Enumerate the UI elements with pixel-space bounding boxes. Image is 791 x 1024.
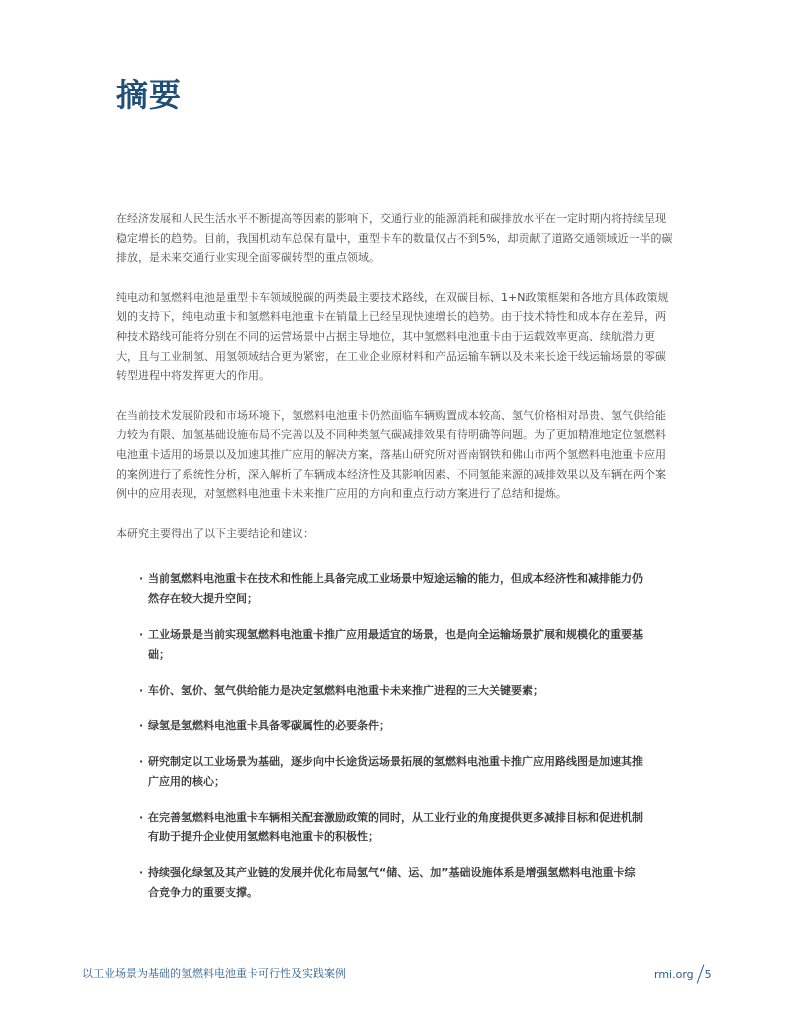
page-number: 5 <box>704 967 712 981</box>
conclusions-intro: 本研究主要得出了以下主要结论和建议： <box>116 526 314 540</box>
bullet-dot-icon: · <box>139 719 144 733</box>
list-item-text: 车价、氢价、氢气供给能力是决定氢燃料电池重卡未来推广进程的三大关键要素； <box>148 683 544 697</box>
list-item <box>116 716 646 736</box>
footer-report-title: 以工业场景为基础的氢燃料电池重卡可行性及实践案例 <box>82 967 346 980</box>
list-item <box>116 863 646 903</box>
main-content <box>116 209 676 919</box>
paragraph: 在当前技术发展阶段和市场环境下，氢燃料电池重卡仍然面临车辆购置成本较高、氢气价格相对昂贵、氢气供给能力较为有限、加氢基础设施布局不完善以及不同种类氢气碳减排效果有待明确等问题。为了更加精准地定位氢燃料电池重卡适用的场景以及加速其推广应用的解决方案，落基山研究所对晋南钢铁和佛山市两个氢燃料电池重卡应用的案例进行了系统性分析，深入解析了车辆成本经济性及其影响因素、不同氢能来源的减排效果以及车辆在两个案例中的应用表现，对氢燃料电池重卡未来推广应用的方向和重点行动方案进行了总结和提炼。 <box>116 408 666 501</box>
list-item-text: 研究制定以工业场景为基础，逐步向中长途货运场景拓展的氢燃料电池重卡推广应用路线图是加速其推广应用的核心； <box>148 755 643 788</box>
list-item <box>116 625 646 665</box>
bullet-dot-icon: · <box>139 572 144 586</box>
list-item-text: 在完善氢燃料电池重卡车辆相关配套激励政策的同时，从工业行业的角度提供更多减排目标和促进机制有助于提升企业使用氢燃料电池重卡的积极性； <box>148 810 643 844</box>
list-item-text: 当前氢燃料电池重卡在技术和性能上具备完成工业场景中短途运输的能力，但成本经济性和减排能力仍然存在较大提升空间； <box>148 572 643 606</box>
list-item <box>116 808 646 848</box>
bullet-dot-icon: · <box>139 810 144 824</box>
footer-page-info <box>654 963 712 985</box>
list-item-text: 持续强化绿氢及其产业链的发展并优化布局氢气“储、运、加”基础设施体系是增强氢燃料电池重卡综合竞争力的重要支撑。 <box>148 866 636 900</box>
bullet-dot-icon: · <box>139 683 144 697</box>
paragraph: 在经济发展和人民生活水平不断提高等因素的影响下，交通行业的能源消耗和碳排放水平在一定时期内将持续呈现稳定增长的趋势。目前，我国机动车总保有量中，重型卡车的数量仅占不到5%，却贡献了道路交通领域近一半的碳排放，是未来交通行业实现全面零碳转型的重点领域。 <box>116 212 673 265</box>
list-item <box>116 752 646 792</box>
paragraph: 纯电动和氢燃料电池是重型卡车领域脱碳的两类最主要技术路线，在双碳目标、1+N政策框架和各地方具体政策规划的支持下，纯电动重卡和氢燃料电池重卡在销量上已经呈现快速增长的趋势。由于技术特性和成本存在差异，两种技术路线可能将分别在不同的运营场景中占据主导地位，其中氢燃料电池重卡由于运载效率更高、续航潜力更大，且与工业制氢、用氢领域结合更为紧密，在工业企业原材料和产品运输车辆以及未来长途干线运输场景的零碳转型进程中将发挥更大的作用。 <box>116 290 669 383</box>
bullet-dot-icon: · <box>139 627 144 641</box>
bullet-dot-icon: · <box>139 755 144 769</box>
footer-site-link[interactable]: rmi.org <box>654 967 694 981</box>
bullet-dot-icon: · <box>139 866 144 880</box>
list-item-text: 绿氢是氢燃料电池重卡具备零碳属性的必要条件； <box>148 719 390 733</box>
list-item-text: 工业场景是当前实现氢燃料电池重卡推广应用最适宜的场景，也是向全运输场景扩展和规模化的重要基础； <box>148 627 643 661</box>
slash-divider-icon <box>696 964 704 983</box>
conclusions-list <box>116 569 676 903</box>
list-item <box>116 569 646 609</box>
page-title: 摘要 <box>116 76 183 114</box>
list-item <box>116 681 646 701</box>
